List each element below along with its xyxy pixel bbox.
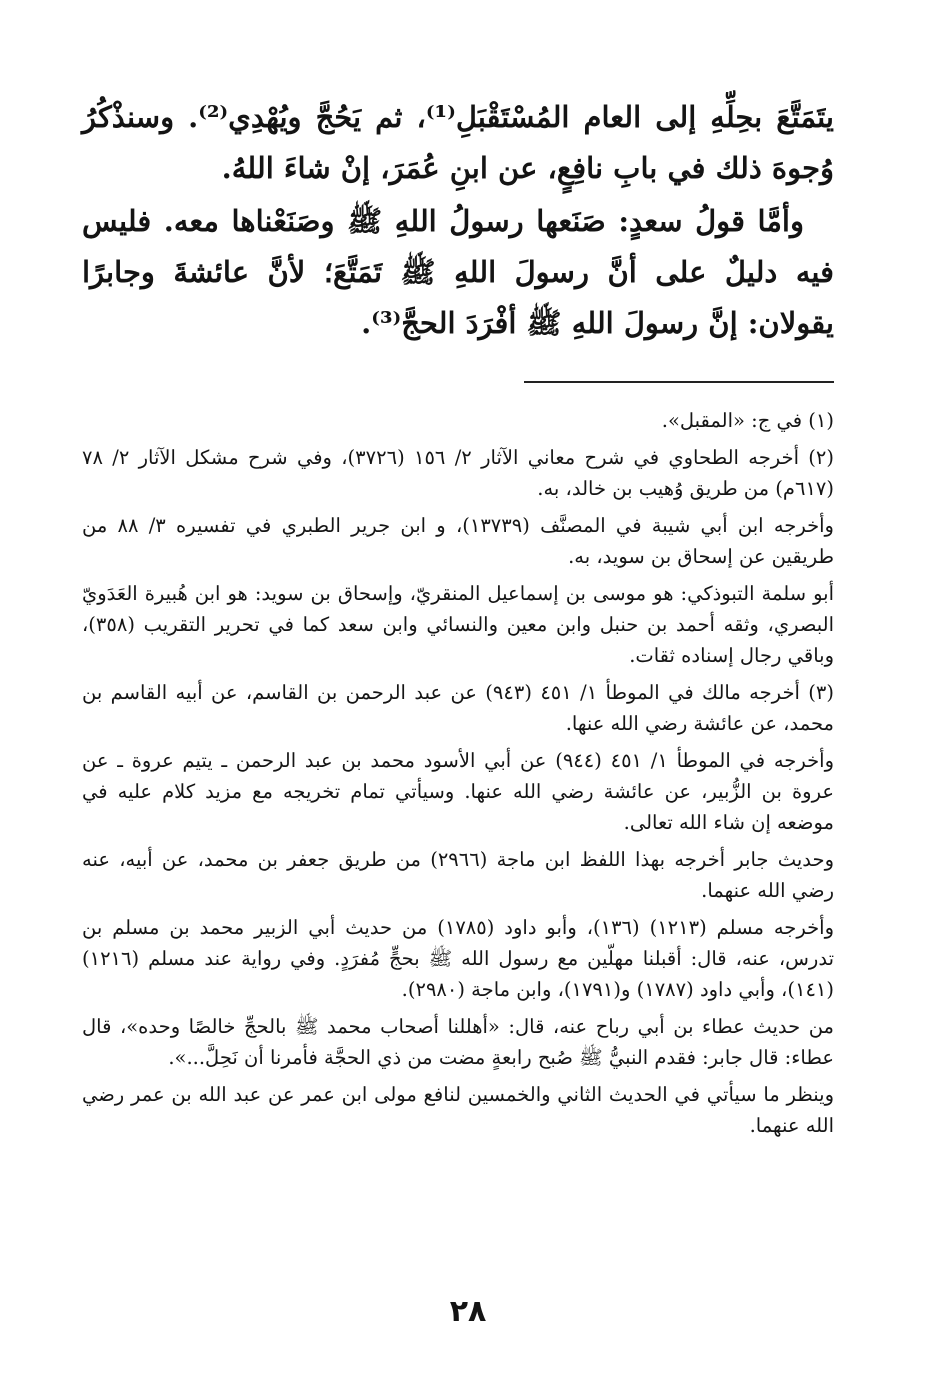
footnote-3: (٣) أخرجه مالك في الموطأ ١/ ٤٥١ (٩٤٣) عن عبد الرحمن بن القاسم، عن أبيه القاسم بن محمد، عن عائشة رضي الله عنها. — [82, 681, 834, 735]
footnote-3-paragraph-5: من حديث عطاء بن أبي رباح عنه، قال: «أهللنا أصحاب محمد ﷺ بالحجِّ خالصًا وحده»، قال عطاء: قال جابر: فقدم النبيُّ ﷺ صُبح رابعةٍ مضت من ذي الحجَّة فأمرنا أن نَحِلَّ...». — [82, 1015, 834, 1069]
footnote-divider — [524, 381, 834, 383]
main-paragraph-1: يتَمَتَّعَ بحِلِّهِ إلى العام المُسْتَقْبَلِ⁽¹⁾، ثم يَحُجَّ ويُهْدِي⁽²⁾. وسنذْكُرُ وُجوهَ ذلك في بابِ نافِعٍ، عن ابنِ عُمَرَ، إنْ شاءَ اللهُ. — [82, 100, 835, 185]
footnote-3-paragraph-2: وأخرجه في الموطأ ١/ ٤٥١ (٩٤٤) عن أبي الأسود محمد بن عبد الرحمن ـ يتيم عروة ـ عن عروة بن الزُّبير، عن عائشة رضي الله عنها. وسيأتي تمام تخريجه مع مزيد كلام عليه في موضعه إن شاء الله تعالى. — [82, 749, 834, 834]
main-paragraph-2: وأمَّا قولُ سعدٍ: صَنَعها رسولُ اللهِ ﷺ وصَنَعْناها معه. فليس فيه دليلٌ على أنَّ رسولَ اللهِ ﷺ تَمَتَّعَ؛ لأنَّ عائشةَ وجابرًا يقولان: إنَّ رسولَ اللهِ ﷺ أفْرَدَ الحجَّ⁽³⁾. — [82, 204, 834, 340]
footnote-3-paragraph-6: وينظر ما سيأتي في الحديث الثاني والخمسين لنافع مولى ابن عمر عن عبد الله بن عمر رضي الله عنهما. — [82, 1083, 834, 1137]
main-text — [82, 92, 834, 349]
footnotes — [82, 405, 834, 1141]
footnote-2: (٢) أخرجه الطحاوي في شرح معاني الآثار ٢/ ١٥٦ (٣٧٢٦)، وفي شرح مشكل الآثار ٢/ ٧٨ (٦١٧م) من طريق وُهيب بن خالد، به. — [82, 446, 834, 500]
page-content — [82, 92, 834, 1141]
footnote-2-paragraph-2: وأخرجه ابن أبي شيبة في المصنَّف (١٣٧٣٩)، و ابن جرير الطبري في تفسيره ٣/ ٨٨ من طريقين عن إسحاق بن سويد، به. — [82, 514, 834, 568]
footnote-3-paragraph-3: وحديث جابر أخرجه بهذا اللفظ ابن ماجة (٢٩٦٦) من طريق جعفر بن محمد، عن أبيه، عنه رضي الله عنهما. — [82, 848, 834, 902]
footnote-2-paragraph-3: أبو سلمة التبوذكي: هو موسى بن إسماعيل المنقريّ، وإسحاق بن سويد: هو ابن هُبيرة العَدَويّ البصري، وثقه أحمد بن حنبل وابن معين والنسائي وابن سعد كما في تحرير التقريب (٣٥٨)، وباقي رجال إسناده ثقات. — [82, 582, 834, 667]
footnote-1: (١) في ج: «المقبل». — [661, 409, 834, 432]
page-number: ٢٨ — [449, 1294, 487, 1329]
footnote-3-paragraph-4: وأخرجه مسلم (١٢١٣) (١٣٦)، وأبو داود (١٧٨٥) من حديث أبي الزبير محمد بن مسلم بن تدرس، عنه، قال: أقبلنا مهلّين مع رسول الله ﷺ بحجٍّ مُفرَدٍ. وفي رواية عند مسلم (١٢١٦) (١٤١)، وأبي داود (١٧٨٧) و(١٧٩١)، وابن ماجة (٢٩٨٠). — [82, 916, 834, 1001]
